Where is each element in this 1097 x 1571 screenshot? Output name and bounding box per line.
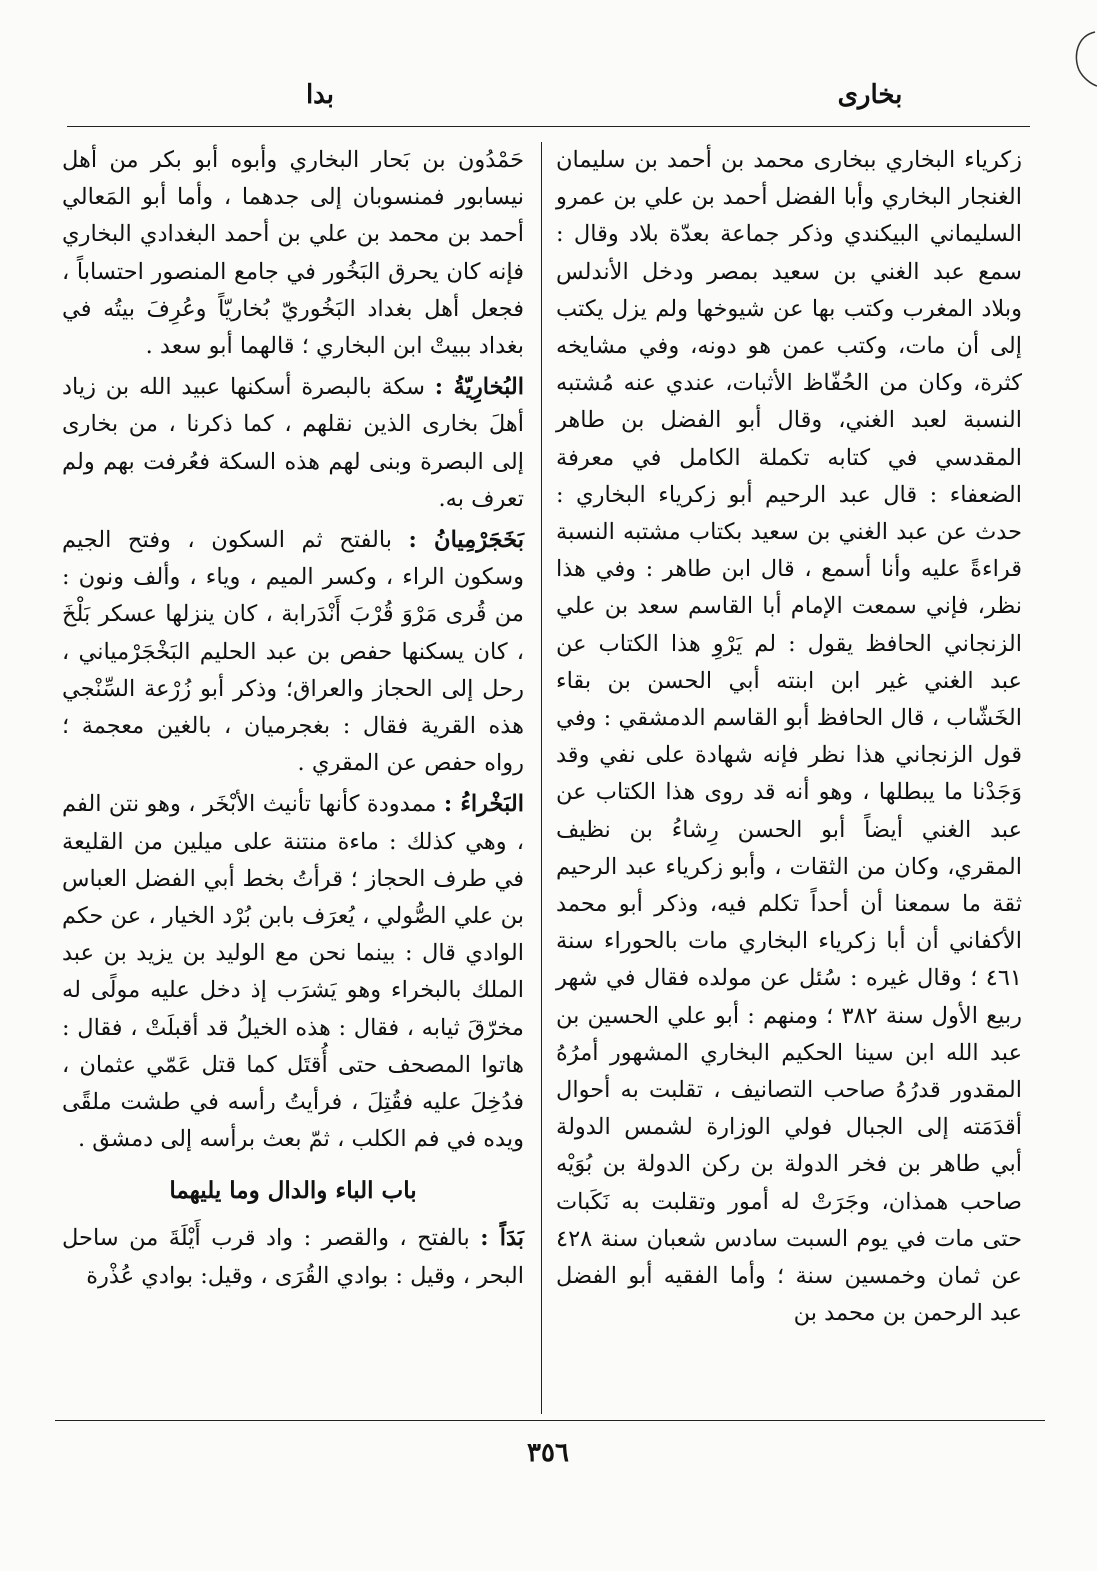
- footer-rule: [55, 1420, 1045, 1421]
- entry-text: سكة بالبصرة أسكنها عبيد الله بن زياد أهلَ بخارى الذين نقلهم ، كما ذكرنا ، من بخارى إلى البصرة وبنى لهم هذه السكة فعُرفت بهم ولم تعرف به.: [62, 374, 524, 512]
- left-column: [62, 142, 524, 1299]
- entry-continuation: [62, 142, 524, 365]
- right-column: [556, 142, 1022, 1333]
- page-number: ٣٥٦: [527, 1438, 569, 1468]
- entry-text: ممدودة كأنها تأنيث الأبْخَر ، وهو نتن الفم ، وهي كذلك : ماءة منتنة على ميلين من القليعة في طرف الحجاز ؛ قرأتُ بخط أبي الفضل العباس بن علي الصُّولي ، يُعرَف بابن بُرْد الخيار ، عن حكم الوادي قال : بينما نحن مع الوليد بن يزيد بن عبد الملك بالبخراء وهو يَشرَب إذ دخل عليه مولًى له مخرّقَ ثيابه ، فقال : هذه الخيلُ قد أقبلَتْ ، فقال : هاتوا المصحف حتى أُقتَل كما قتل عَمّي عثمان ، فدُخِلَ عليه فقُتِلَ ، فرأيتُ رأسه في طشت ملقًى ويده في فم الكلب ، ثمّ بعث برأسه إلى دمشق .: [62, 791, 524, 1153]
- entry-bada: [62, 1220, 524, 1294]
- column-divider: [541, 142, 542, 1414]
- section-title: باب الباء والدال وما يليهما: [169, 1177, 417, 1205]
- right-column-text: زكرياء البخاري ببخارى محمد بن أحمد بن سليمان الغنجار البخاري وأبا الفضل أحمد بن علي بن عمرو السليماني البيكندي وذكر جماعة بعدّة بلاد وقال : سمع عبد الغني بن سعيد بمصر ودخل الأندلس وبلاد المغرب وكتب بها عن شيوخها ولم يزل يكتب إلى أن مات، وكتب عمن هو دونه، وفي مشايخه كثرة، وكان من الحُفّاظ الأثبات، عندي عنه مُشتبه النسبة لعبد الغني، وقال أبو الفضل بن طاهر المقدسي في كتابه تكملة الكامل في معرفة الضعفاء : قال عبد الرحيم أبو زكرياء البخاري : حدث عن عبد الغني بن سعيد بكتاب مشتبه النسبة قراءةً عليه وأنا أسمع ، قال ابن طاهر : وفي هذا نظر، فإني سمعت الإمام أبا القاسم سعد بن علي الزنجاني الحافظ يقول : لم يَرْوِ هذا الكتاب عن عبد الغني غير ابن ابنته أبي الحسن بن بقاء الخَشّاب ، قال الحافظ أبو القاسم الدمشقي : وفي قول الزنجاني هذا نظر فإنه شهادة على نفي وقد وَجَدْنا ما يبطلها ، وهو أنه قد روى هذا الكتاب عن عبد الغني أيضاً أبو الحسن رِشاءُ بن نظيف المقري، وكان من الثقات ، وأبو زكرياء عبد الرحيم ثقة ما سمعنا أن أحداً تكلم فيه، وذكر أبو محمد الأكفاني أن أبا زكرياء البخاري مات بالحوراء سنة ٤٦١ ؛ وقال غيره : سُئل عن مولده فقال في شهر ربيع الأول سنة ٣٨٢ ؛ ومنهم : أبو علي الحسين بن عبد الله ابن سينا الحكيم البخاري المشهور أمرُهُ المقدور قدرُهُ صاحب التصانيف ، تقلبت به أحوال أقدَمَته إلى الجبال فولي الوزارة لشمس الدولة أبي طاهر بن فخر الدولة بن ركن الدولة بن بُوَيْه صاحب همذان، وجَرَتْ له أمور وتقلبت به نَكَبات حتى مات في يوم السبت سادس شعبان سنة ٤٢٨ عن ثمان وخمسين سنة ؛ وأما الفقيه أبو الفضل عبد الرحمن بن محمد بن: [556, 147, 1022, 1327]
- page-corner-curl: [1037, 28, 1097, 88]
- entry-text: بالفتح ، والقصر : واد قرب أَيْلَةَ من ساحل البحر ، وقيل : بوادي القُرَى ، وقيل: بوادي عُذْرة: [62, 1225, 524, 1289]
- header-rule: [67, 126, 1030, 127]
- entry-term: بَدَاً :: [480, 1225, 525, 1252]
- entry-term: البَخْراءُ :: [443, 791, 524, 818]
- entry-term: البُخارِيّةُ :: [434, 374, 524, 401]
- entry-bakhjarmiyan: [62, 522, 524, 782]
- entry-text: حَمْدُون بن بَحار البخاري وأبوه أبو بكر من أهل نيسابور فمنسوبان إلى جدهما ، وأما أبو المَعالي أحمد بن محمد بن علي بن أحمد البغدادي البخاري فإنه كان يحرق البَخُور في جامع المنصور احتساباً ، فجعل أهل بغداد البَخُوريّ بُخاريّاً وعُرِفَ بيتُه في بغداد ببيتْ ابن البخاري ؛ قالهما أبو سعد .: [62, 147, 524, 360]
- entry-bukhariyya: [62, 369, 524, 518]
- running-header-left: بدا: [305, 80, 335, 110]
- entry-term: بَخَجَرْمِيانُ :: [408, 527, 524, 554]
- running-header-right: بخارى: [837, 80, 903, 110]
- entry-text: بالفتح ثم السكون ، وفتح الجيم وسكون الراء ، وكسر الميم ، وياء ، وألف ونون : من قُرى مَرْوَ قُرْبَ أَنْدَرابة ، كان ينزلها عسكر بَلْخَ ، كان يسكنها حفص بن عبد الحليم البَخْجَرْمياني ، رحل إلى الحجاز والعراق؛ وذكر أبو زُرْعة السِّنْجي هذه القرية فقال : بغجرميان ، بالغين معجمة ؛ رواه حفص عن المقري .: [62, 527, 524, 777]
- entry-bakhra: [62, 786, 524, 1158]
